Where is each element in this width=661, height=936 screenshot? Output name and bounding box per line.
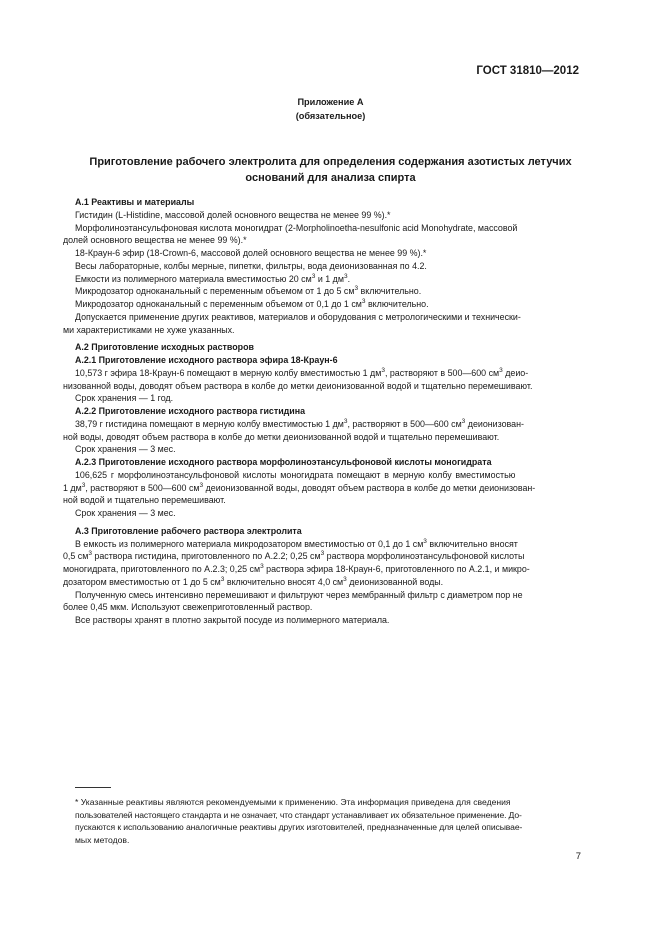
annex-status: (обязательное) xyxy=(295,110,366,121)
paragraph: 0,5 $см^3$ раствора гистидина, приготовленного по А.2.2; 0,25 $см^3$ раствора морфолиноэтансульфоновой кислоты xyxy=(63,550,525,562)
paragraph: Срок хранения — 3 мес. xyxy=(75,444,176,455)
footnote-line: пускаются к использованию аналогичные реактивы других изготовителей, предназначенные для целей описывае- xyxy=(75,822,523,832)
footnote-line: * Указанные реактивы являются рекомендуемыми к применению. Эта информация приведена для сведения xyxy=(75,797,511,807)
paragraph: 18-Краун-6 эфир (18-Crown-6, массовой долей основного вещества не менее 99 %).* xyxy=(75,248,427,258)
paragraph: 106,625 г морфолиноэтансульфоновой кислоты моногидрата помещают в мерную колбу вместимостью xyxy=(75,469,516,480)
paragraph: Гистидин (L-Histidine, массовой долей основного вещества не менее 99 %).* xyxy=(75,209,391,220)
paragraph: Срок хранения — 1 год. xyxy=(75,393,174,404)
paragraph: Срок хранения — 3 мес. xyxy=(75,508,176,518)
document-title xyxy=(65,155,596,186)
paragraph: 38,79 г гистидина помещают в мерную колбу вместимостью 1 $дм^3$, растворяют в 500—600 $см^3$ деионизован- xyxy=(75,417,524,429)
paragraph: Микродозатор одноканальный с переменным объемом от 0,1 до 1 $см^3$ включительно. xyxy=(75,298,429,309)
paragraph: 10,573 г эфира 18-Краун-6 помещают в мерную колбу вместимостью 1 $дм^3$, растворяют в 500—600 $см^3$ деио- xyxy=(75,366,529,378)
document-body xyxy=(63,196,585,627)
paragraph: 1 $дм^3$, растворяют в 500—600 $см^3$ деионизованной воды, доводят объем раствора в колбе до метки деионизован- xyxy=(63,481,536,493)
subsection-heading-a23: А.2.3 Приготовление исходного раствора морфолиноэтансульфоновой кислоты моногидрата xyxy=(75,457,492,467)
footnote-separator xyxy=(75,787,111,788)
paragraph: ми характеристиками не хуже указанных. xyxy=(63,324,235,335)
title-line-2: оснований для анализа спирта xyxy=(245,171,416,184)
page-number: 7 xyxy=(575,851,581,862)
paragraph: Весы лабораторные, колбы мерные, пипетки, фильтры, вода деионизованная по 4.2. xyxy=(75,260,427,271)
paragraph: В емкость из полимерного материала микродозатором вместимостью от 0,1 до 1 $см^3$ включительно вносят xyxy=(75,537,518,549)
title-line-1: Приготовление рабочего электролита для определения содержания азотистых летучих xyxy=(89,156,572,168)
paragraph: Морфолиноэтансульфоновая кислота моногидрат (2-Morpholinoetha-nesulfonic acid Monohydrate, массовой xyxy=(75,222,518,233)
paragraph: дозатором вместимостью от 1 до 5 $см^3$ включительно вносят 4,0 $см^3$ деионизованной воды. xyxy=(63,575,444,587)
paragraph: Микродозатор одноканальный с переменным объемом от 1 до 5 $см^3$ включительно. xyxy=(75,285,422,297)
paragraph: ной водой и тщательно перемешивают. xyxy=(63,495,226,506)
annex-heading xyxy=(0,96,661,123)
paragraph: более 0,45 мкм. Используют свежеприготовленный раствор. xyxy=(63,602,313,613)
subsection-heading-a21: А.2.1 Приготовление исходного раствора эфира 18-Краун-6 xyxy=(75,355,338,365)
section-heading-a3: А.3 Приготовление рабочего раствора электролита xyxy=(75,525,302,536)
subsection-heading-a22: А.2.2 Приготовление исходного раствора гистидина xyxy=(75,406,306,416)
paragraph: долей основного вещества не менее 99 %).* xyxy=(63,235,247,246)
paragraph: Полученную смесь интенсивно перемешивают и фильтруют через мембранный фильтр с диаметром пор не xyxy=(75,589,523,600)
paragraph: Емкости из полимерного материала вместимостью 20 $см^3$ и 1 $дм^3$. xyxy=(75,272,351,284)
standard-number: ГОСТ 31810—2012 xyxy=(476,65,579,77)
paragraph: Все растворы хранят в плотно закрытой посуде из полимерного материала. xyxy=(75,615,390,625)
section-heading-a2: А.2 Приготовление исходных растворов xyxy=(75,342,254,353)
footnote-line: мых методов. xyxy=(75,834,130,845)
paragraph: моногидрата, приготовленного по А.2.3; 0,25 $см^3$ раствора эфира 18-Краун-6, приготовленного по А.2.1, и микро- xyxy=(63,563,530,574)
paragraph: Допускается применение других реактивов, материалов и оборудования с метрологическими и технически- xyxy=(75,311,521,322)
paragraph: ной воды, доводят объем раствора в колбе до метки деионизованной водой и тщательно перемешивают. xyxy=(63,431,500,442)
section-heading-a1: А.1 Реактивы и материалы xyxy=(75,197,195,207)
paragraph: низованной воды, доводят объем раствора в колбе до метки деионизованной водой и тщательно перемешивают. xyxy=(63,380,533,391)
footnote-line: пользователей настоящего стандарта и не означает, что стандарт устанавливает их обязательное применение. До- xyxy=(75,809,522,820)
footnote xyxy=(75,796,585,846)
annex-title: Приложение А xyxy=(297,97,364,107)
